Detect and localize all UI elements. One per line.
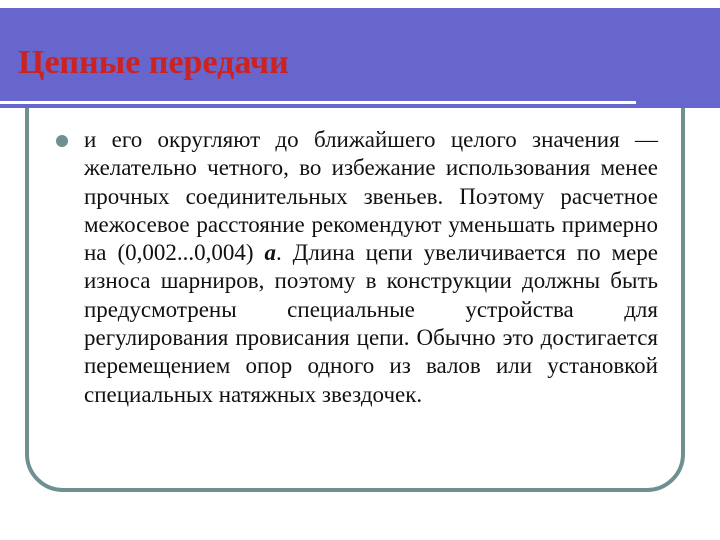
paragraph-text-after: . Длина цепи увеличивается по мере износа шарниров, поэтому в конструкции должны быть предусмотрены специальные устройства для регулирования провисания цепи. Обычно это достигается перемещением опор одного из валов или установкой специальных натяжных звездочек. bbox=[84, 240, 658, 407]
title-underline bbox=[0, 101, 636, 104]
paragraph-emphasis: a bbox=[264, 240, 276, 266]
title-band bbox=[0, 8, 720, 108]
bullet-icon bbox=[56, 135, 68, 147]
slide-title: Цепные передачи bbox=[18, 44, 289, 81]
paragraph-text-before: и его округляют до ближайшего целого значения — желательно четного, во избежание использования менее прочных соединительных звеньев. Поэтому расчетное межосевое расстояние рекомендуют уменьшать примерно на (0,002...0,004) bbox=[84, 127, 658, 266]
bullet-paragraph bbox=[84, 126, 658, 409]
